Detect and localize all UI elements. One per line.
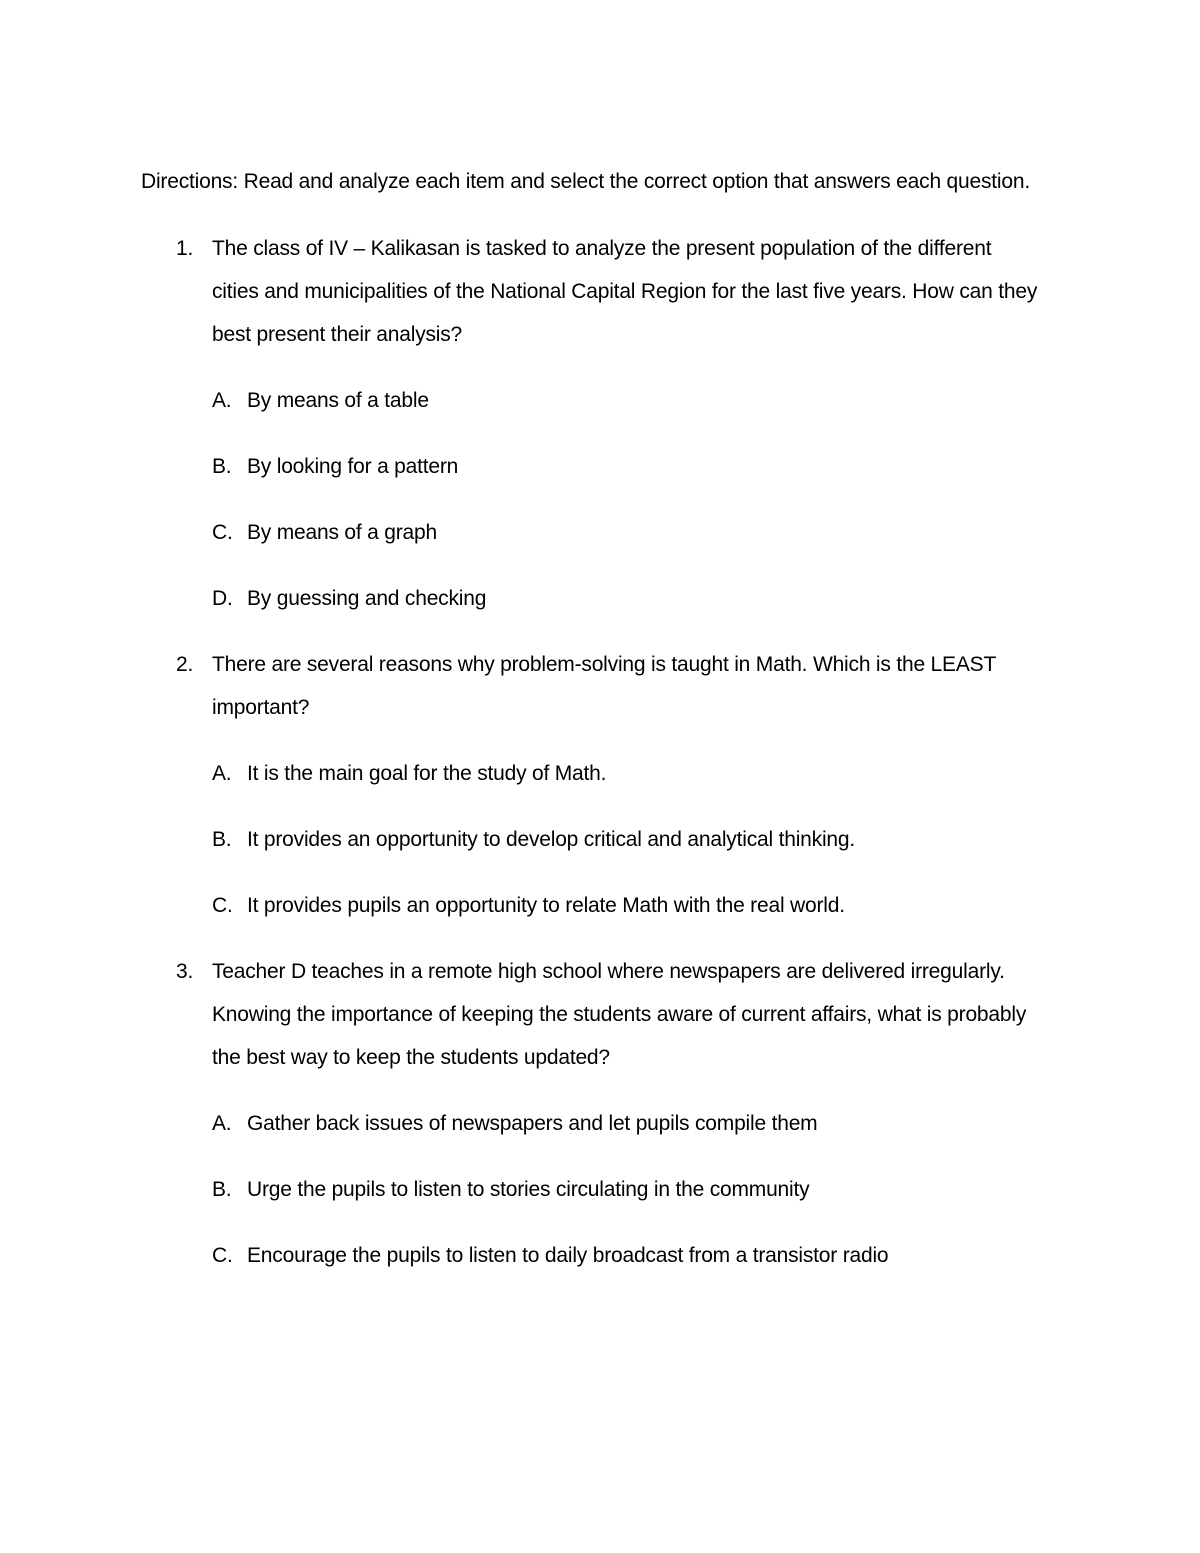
option-a bbox=[212, 1102, 1041, 1145]
option-b bbox=[212, 1168, 1041, 1211]
option-a bbox=[212, 379, 1041, 422]
option-list bbox=[212, 1102, 1041, 1277]
document-body bbox=[141, 160, 1041, 1300]
option-c bbox=[212, 884, 1041, 927]
option-list bbox=[212, 752, 1041, 927]
option-b bbox=[212, 445, 1041, 488]
option-letter: A. bbox=[212, 389, 232, 412]
option-text: It provides pupils an opportunity to relate Math with the real world. bbox=[247, 894, 845, 917]
question-number: 2. bbox=[176, 653, 194, 676]
option-letter: B. bbox=[212, 455, 232, 478]
option-letter: C. bbox=[212, 1244, 233, 1267]
option-letter: A. bbox=[212, 762, 232, 785]
option-letter: C. bbox=[212, 521, 233, 544]
option-text: Urge the pupils to listen to stories circulating in the community bbox=[247, 1178, 810, 1201]
option-text: By guessing and checking bbox=[247, 587, 487, 610]
option-text: By means of a graph bbox=[247, 521, 437, 544]
option-c bbox=[212, 1234, 1041, 1277]
option-b bbox=[212, 818, 1041, 861]
option-d bbox=[212, 577, 1041, 620]
question-text: There are several reasons why problem-solving is taught in Math. Which is the LEAST important? bbox=[212, 653, 996, 719]
question-text: Teacher D teaches in a remote high school where newspapers are delivered irregularly. Knowing the importance of keeping the students aware of current affairs, what is probably the best way to keep the students updated? bbox=[212, 960, 1027, 1069]
question-1 bbox=[141, 227, 1041, 620]
option-letter: B. bbox=[212, 1178, 232, 1201]
option-list bbox=[212, 379, 1041, 620]
question-number: 3. bbox=[176, 960, 194, 983]
option-text: By looking for a pattern bbox=[247, 455, 459, 478]
option-letter: D. bbox=[212, 587, 233, 610]
option-letter: C. bbox=[212, 894, 233, 917]
option-letter: B. bbox=[212, 828, 232, 851]
option-text: Encourage the pupils to listen to daily broadcast from a transistor radio bbox=[247, 1244, 889, 1267]
directions-text: Directions: Read and analyze each item and select the correct option that answers each question. bbox=[141, 170, 1030, 193]
option-a bbox=[212, 752, 1041, 795]
option-text: It is the main goal for the study of Math. bbox=[247, 762, 607, 785]
option-text: It provides an opportunity to develop critical and analytical thinking. bbox=[247, 828, 855, 851]
question-number: 1. bbox=[176, 237, 194, 260]
option-text: By means of a table bbox=[247, 389, 429, 412]
option-c bbox=[212, 511, 1041, 554]
option-letter: A. bbox=[212, 1112, 232, 1135]
option-text: Gather back issues of newspapers and let pupils compile them bbox=[247, 1112, 818, 1135]
question-3 bbox=[141, 950, 1041, 1277]
question-2 bbox=[141, 643, 1041, 927]
question-text: The class of IV – Kalikasan is tasked to analyze the present population of the different cities and municipalities of the National Capital Region for the last five years. How can they best present their analysis? bbox=[212, 237, 1038, 346]
